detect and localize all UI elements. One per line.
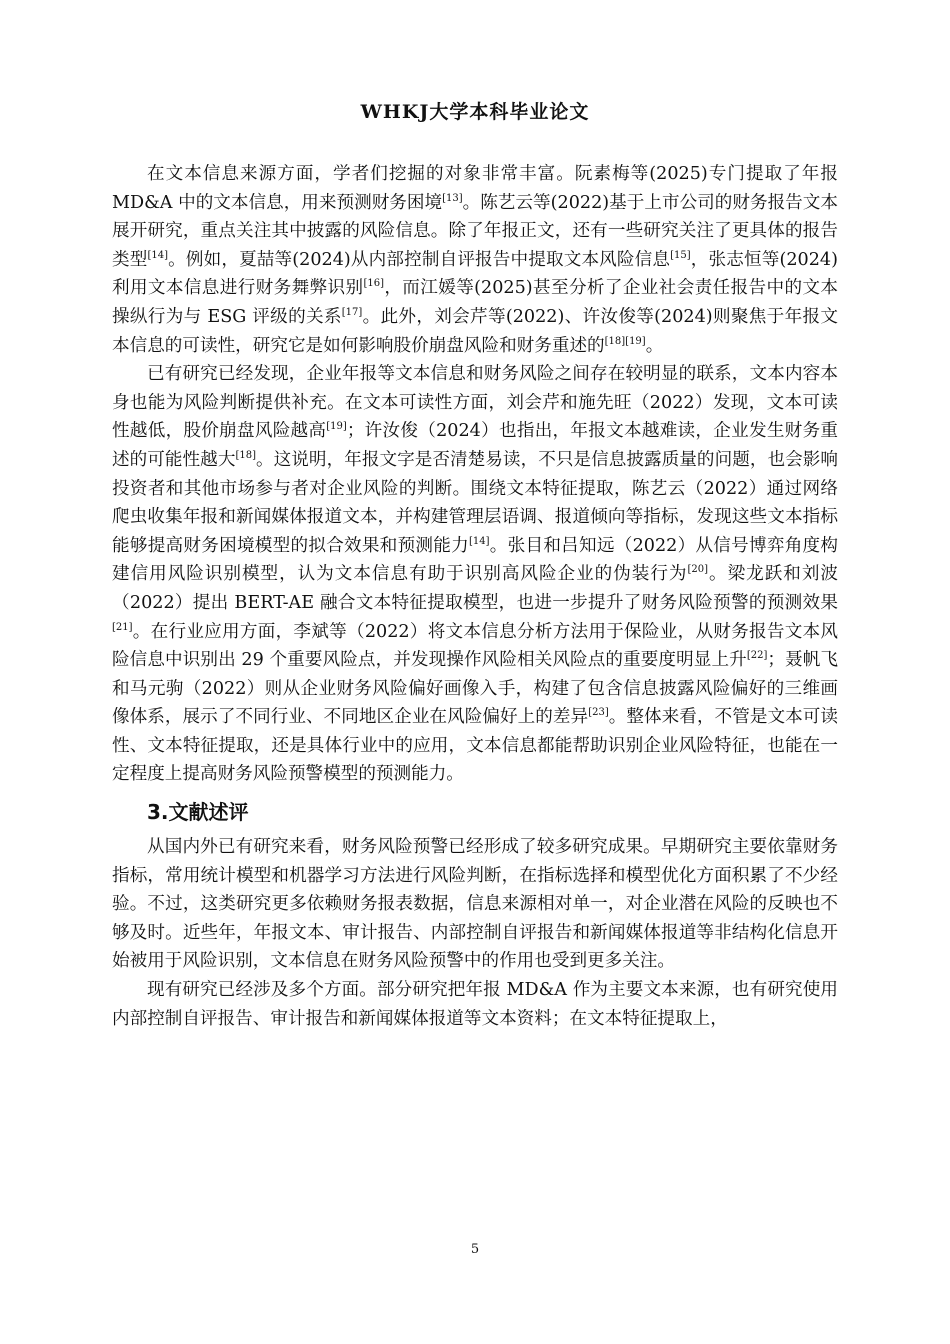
text-run: 。陈艺云等(2022)基于上市公司的财务报告文本展开研究，重点关注其中披露的风险信息。除了年报正文，还有一些研究关注了更具体的报告类型 (112, 192, 838, 270)
citation: [13] (442, 192, 463, 204)
text-run: ，而江媛等(2025)甚至分析了企业社会责任报告中的文本操纵行为与 ESG 评级的关系 (112, 278, 838, 327)
citation: [19] (326, 421, 347, 433)
text-run: 。梁龙跃和刘波（2022）提出 BERT-AE 融合文本特征提取模型，也进一步提升了财务风险预警的预测效果 (112, 564, 838, 613)
citation: [21] (112, 621, 133, 633)
text-run: 。整体来看，不管是文本可读性、文本特征提取，还是具体行业中的应用，文本信息都能帮助识别企业风险特征，也能在一定程度上提高财务风险预警模型的预测能力。 (112, 707, 838, 785)
page-header-title: WHKJ大学本科毕业论文 (360, 101, 590, 123)
citation: [17] (341, 306, 363, 318)
text-run: 。在行业应用方面，李斌等（2022）将文本信息分析方法用于保险业，从财务报告文本风险信息中识别出 29 个重要风险点，并发现操作风险相关风险点的重要度明显上升 (112, 621, 838, 671)
citation: [22] (746, 650, 768, 662)
text-run: 。此外，刘会芹等(2022)、许汝俊等(2024)则聚焦于年报文本信息的可读性，研究它是如何影响股价崩盘风险和财务重述的 (112, 306, 838, 356)
header-rule (112, 128, 838, 129)
citation: [18][19] (604, 335, 646, 347)
paragraph-existing-findings (112, 360, 838, 789)
text-run: 已有研究已经发现，企业年报等文本信息和财务风险之间存在较明显的联系，文本内容本身也能为风险判断提供补充。在文本可读性方面，刘会芹和施先旺（2022）发现，文本可读性越低，股价崩盘风险越高 (112, 364, 838, 442)
citation: [15] (670, 249, 691, 261)
text-run: 。这说明，年报文字是否清楚易读，不只是信息披露质量的问题，也会影响投资者和其他市场参与者对企业风险的判断。围绕文本特征提取，陈艺云（2022）通过网络爬虫收集年报和新闻媒体报道文本，并构建管理层语调、报道倾向等指标，发现这些文本指标能够提高财务困境模型的拟合效果和预测能力 (112, 449, 838, 556)
text-run: ，张志恒等(2024)利用文本信息进行财务舞弊识别 (112, 249, 838, 299)
text-run: 。张目和吕知远（2022）从信号博弈角度构建信用风险识别模型，认为文本信息有助于识别高风险企业的伪装行为 (112, 535, 838, 585)
paragraph-text-sources (112, 160, 838, 360)
text-run: 。 (645, 335, 664, 356)
citation: [20] (687, 564, 709, 576)
paragraph-current-research: 现有研究已经涉及多个方面。部分研究把年报 MD&A 作为主要文本来源，也有研究使用内部控制自评报告、审计报告和新闻媒体报道等文本资料；在文本特征提取上， (112, 980, 838, 1029)
citation: [18] (235, 449, 256, 461)
citation: [14] (147, 249, 168, 261)
page-number: 5 (470, 1242, 480, 1257)
document-body (112, 160, 838, 1033)
citation: [14] (468, 535, 490, 547)
paragraph-review-summary: 从国内外已有研究来看，财务风险预警已经形成了较多研究成果。早期研究主要依靠财务指标，常用统计模型和机器学习方法进行风险判断，在指标选择和模型优化方面积累了不少经验。不过，这类研究更多依赖财务报表数据，信息来源相对单一，对企业潜在风险的反映也不够及时。近些年，年报文本、审计报告、内部控制自评报告和新闻媒体报道等非结构化信息开始被用于风险识别，文本信息在财务风险预警中的作用也受到更多关注。 (112, 837, 838, 972)
citation: [16] (363, 278, 384, 290)
section-heading: 3.文献述评 (147, 800, 249, 825)
text-run: ；聂帆飞和马元驹（2022）则从企业财务风险偏好画像入手，构建了包含信息披露风险偏好的三维画像体系，展示了不同行业、不同地区企业在风险偏好上的差异 (112, 650, 838, 728)
text-run: 在文本信息来源方面，学者们挖掘的对象非常丰富。阮素梅等(2025)专门提取了年报 MD&A 中的文本信息，用来预测财务困境 (112, 164, 838, 213)
text-run: ；许汝俊（2024）也指出，年报文本越难读，企业发生财务重述的可能性越大 (112, 421, 838, 470)
citation: [23] (588, 707, 609, 719)
text-run: 。例如，夏喆等(2024)从内部控制自评报告中提取文本风险信息 (168, 249, 671, 270)
